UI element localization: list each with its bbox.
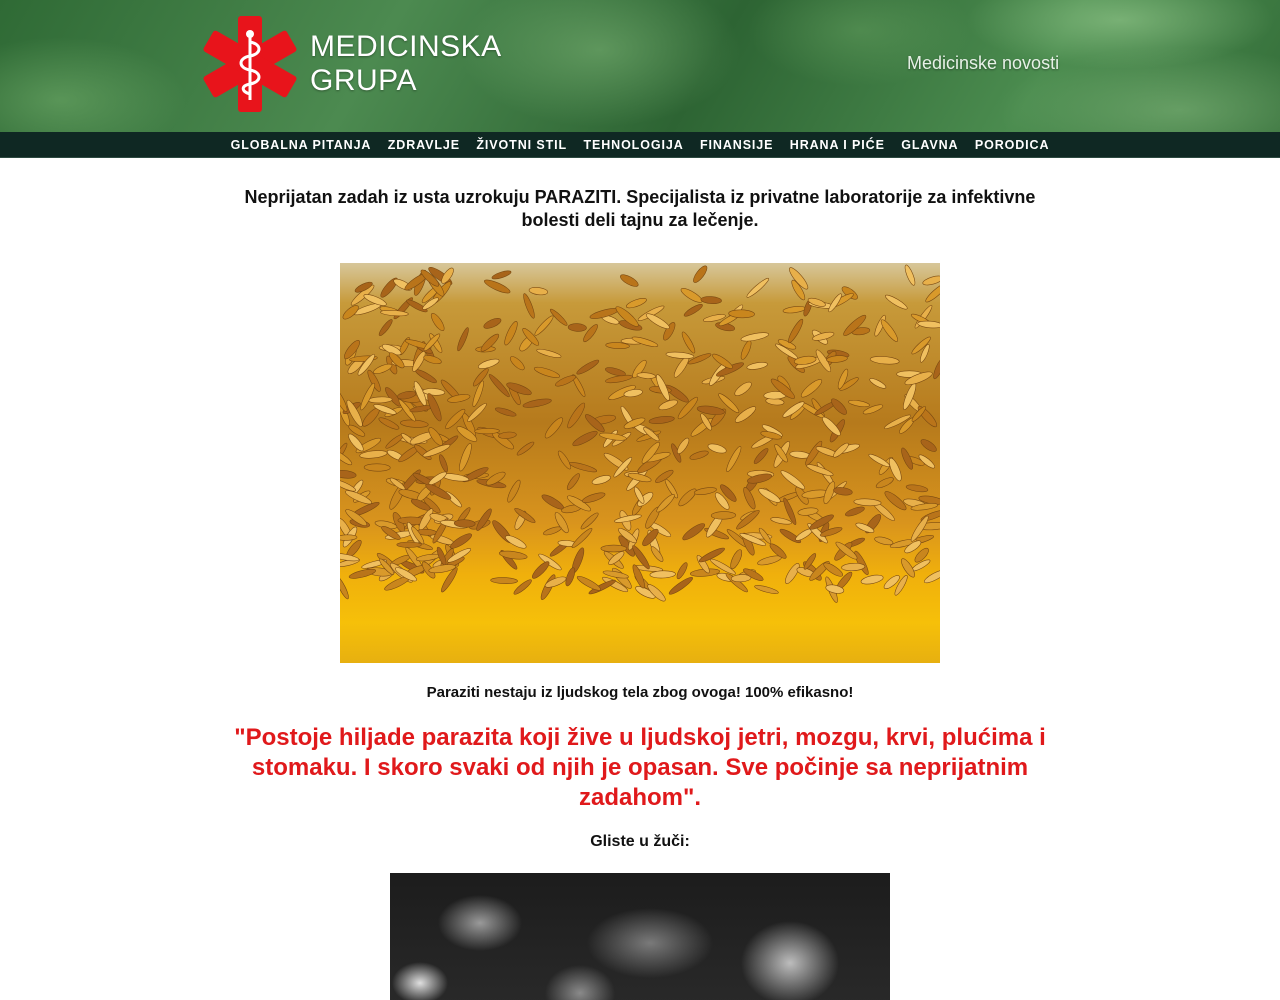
site-header	[0, 0, 1280, 132]
article-headline	[220, 186, 1060, 232]
highlight-quote: "Postoje hiljade parazita koji žive u ljudskoj jetri, mozgu, krvi, plućima i stomaku. I skoro svaki od njih je opasan. Sve počinje sa neprijatnim zadahom".	[234, 724, 1046, 811]
article-content	[0, 158, 1280, 1000]
nav-item-zivotni-stil[interactable]: ŽIVOTNI STIL	[476, 137, 568, 152]
nav-item-globalna-pitanja[interactable]: GLOBALNA PITANJA	[230, 137, 372, 152]
headline-part-2: . Specijalista iz privatne laboratorije za infektivne bolesti deli tajnu za lečenje.	[521, 187, 1036, 230]
star-of-life-icon[interactable]	[200, 14, 300, 114]
site-tagline: Medicinske novosti	[907, 53, 1060, 73]
logo-line-2: GRUPA	[310, 64, 417, 97]
nav-item-finansije[interactable]: FINANSIJE	[700, 137, 774, 152]
oat-seeds-illustration	[340, 263, 940, 663]
nav-item-zdravlje[interactable]: ZDRAVLJE	[387, 137, 461, 152]
logo-line-1: MEDICINSKA	[310, 30, 502, 63]
main-nav	[0, 132, 1280, 158]
nav-item-glavna[interactable]: GLAVNA	[901, 137, 959, 152]
hero-image-oat-seeds-jar	[340, 263, 940, 663]
xray-image	[390, 873, 890, 1000]
site-logo-text[interactable]	[310, 30, 502, 98]
nav-item-porodica[interactable]: PORODICA	[974, 137, 1050, 152]
section-subheading: Gliste u žuči:	[590, 833, 690, 850]
headline-strong: PARAZITI	[534, 187, 617, 207]
hero-caption: Paraziti nestaju iz ljudskog tela zbog ovoga! 100% efikasno!	[426, 684, 854, 701]
headline-part-1: Neprijatan zadah iz usta uzrokuju	[244, 187, 535, 207]
nav-item-hrana-i-pice[interactable]: HRANA I PIĆE	[789, 137, 885, 152]
nav-item-tehnologija[interactable]: TEHNOLOGIJA	[583, 137, 684, 152]
